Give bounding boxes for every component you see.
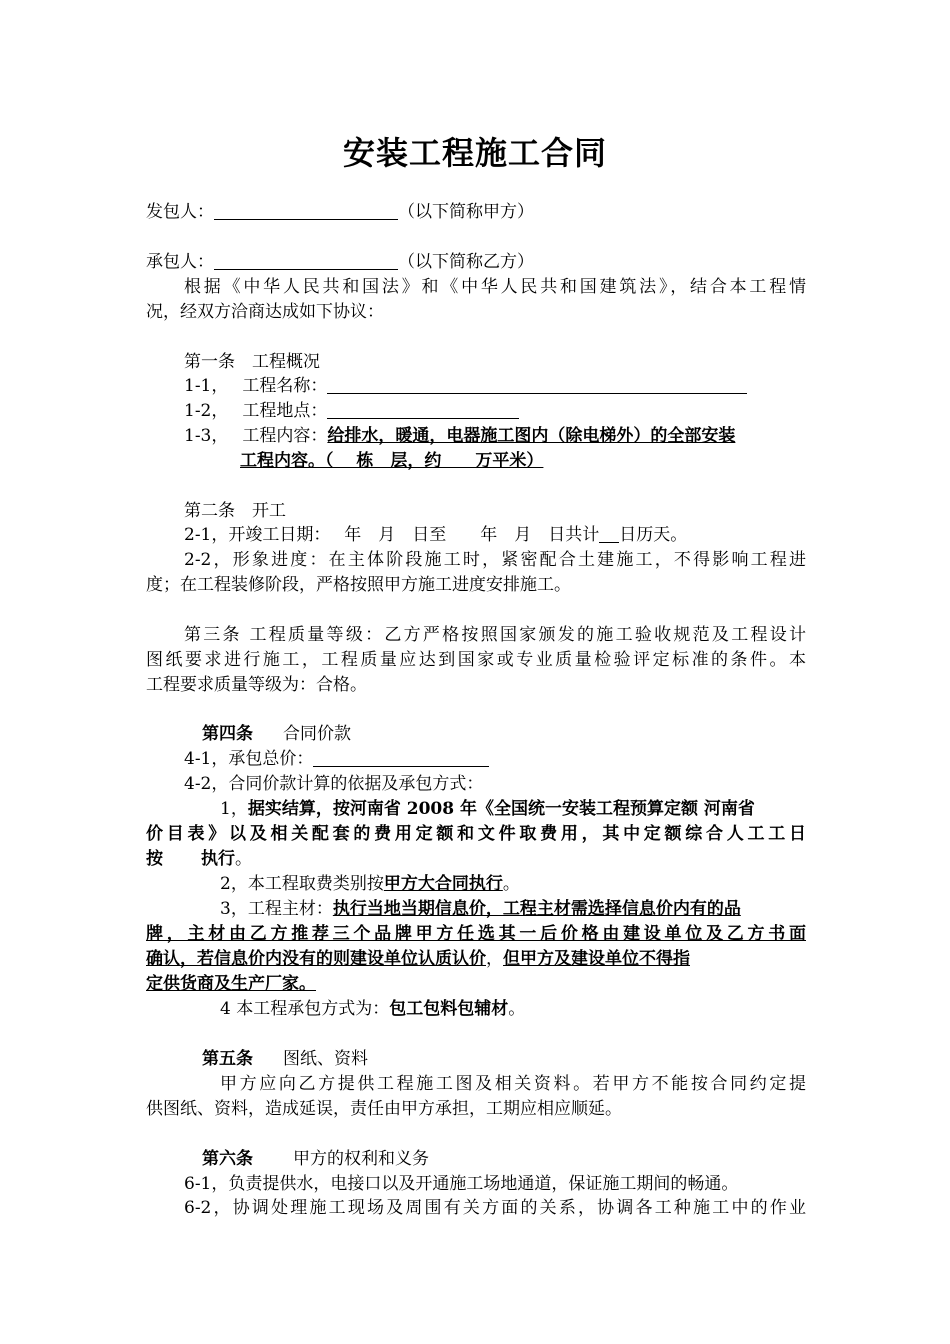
project-content-line-2: 工程内容。（ 栋 层，约 万平米） [240, 451, 544, 471]
pricing-p1-line-1: 1，据实结算，按河南省 2008 年《全国统一安装工程预算定额 河南省 [220, 799, 755, 819]
basis-line-2: 况，经双方洽商达成如下协议： [146, 302, 384, 322]
article-5-heading: 第五条 图纸、资料 [202, 1049, 368, 1069]
pricing-p4-line: 4 本工程承包方式为：包工包料包辅材。 [220, 999, 526, 1019]
quality-line-1: 第三条 工程质量等级：乙方严格按照国家颁发的施工验收规范及工程设计 [184, 625, 806, 645]
progress-line-2: 度；在工程装修阶段，严格按照甲方施工进度安排施工。 [146, 575, 571, 595]
pricing-p3-line-1: 3，工程主材：执行当地当期信息价，工程主材需选择信息价内有的品 [220, 899, 741, 919]
pricing-p2-line: 2，本工程取费类别按甲方大合同执行。 [220, 874, 520, 894]
project-name-blank[interactable] [327, 375, 747, 394]
project-location-line: 1-2， 工程地点： [184, 399, 844, 423]
project-name-line: 1-1， 工程名称： [184, 374, 844, 398]
pricing-p1-line-2: 价目表》以及相关配套的费用定额和文件取费用，其中定额综合人工工日 [146, 824, 806, 844]
employer-blank[interactable] [214, 201, 398, 220]
total-price-line: 4-1，承包总价： [184, 747, 844, 771]
contractor-line: 承包人： （以下简称乙方） [146, 252, 534, 272]
pricing-p3-line-2: 牌，主材由乙方推荐三个品牌甲方任选其一后价格由建设单位及乙方书面 [146, 924, 806, 944]
employer-duty-2: 6-2，协调处理施工现场及周围有关方面的关系，协调各工种施工中的作业 [184, 1198, 806, 1218]
article-1-heading: 第一条 工程概况 [184, 352, 320, 372]
project-location-blank[interactable] [327, 400, 519, 419]
schedule-line: 2-1，开竣工日期： 年 月 日至 年 月 日共计 日历天。 [184, 525, 688, 545]
article-4-heading: 第四条 合同价款 [202, 724, 351, 744]
project-content-line: 1-3， 工程内容：给排水，暖通，电器施工图内（除电梯外）的全部安装 [184, 426, 736, 446]
quality-line-2: 图纸要求进行施工，工程质量应达到国家或专业质量检验评定标准的条件。本 [146, 650, 806, 670]
progress-line-1: 2-2，形象进度：在主体阶段施工时，紧密配合土建施工，不得影响工程进 [184, 550, 806, 570]
drawings-line-1: 甲方应向乙方提供工程施工图及相关资料。若甲方不能按合同约定提 [220, 1074, 806, 1094]
employer-duty-1: 6-1，负责提供水，电接口以及开通施工场地通道，保证施工期间的畅通。 [184, 1174, 739, 1194]
pricing-p1-line-3: 按 执行。 [146, 849, 252, 869]
article-6-heading: 第六条 甲方的权利和义务 [202, 1149, 429, 1169]
drawings-line-2: 供图纸、资料，造成延误，责任由甲方承担，工期应相应顺延。 [146, 1099, 622, 1119]
pricing-basis-line: 4-2，合同价款计算的依据及承包方式： [184, 774, 484, 794]
document-title: 安装工程施工合同 [342, 134, 607, 172]
employer-line: 发包人： （以下简称甲方） [146, 202, 534, 222]
pricing-p3-line-4: 定供货商及生产厂家。 [146, 974, 316, 994]
basis-line-1: 根据《中华人民共和国法》和《中华人民共和国建筑法》，结合本工程情 [184, 277, 806, 297]
contractor-blank[interactable] [214, 251, 398, 270]
pricing-p3-line-3: 确认，若信息价内没有的则建设单位认质认价，但甲方及建设单位不得指 [146, 949, 690, 969]
quality-line-3: 工程要求质量等级为：合格。 [146, 675, 367, 695]
article-2-heading: 第二条 开工 [184, 501, 286, 521]
total-price-blank[interactable] [313, 748, 489, 767]
total-days-blank[interactable] [599, 524, 619, 543]
